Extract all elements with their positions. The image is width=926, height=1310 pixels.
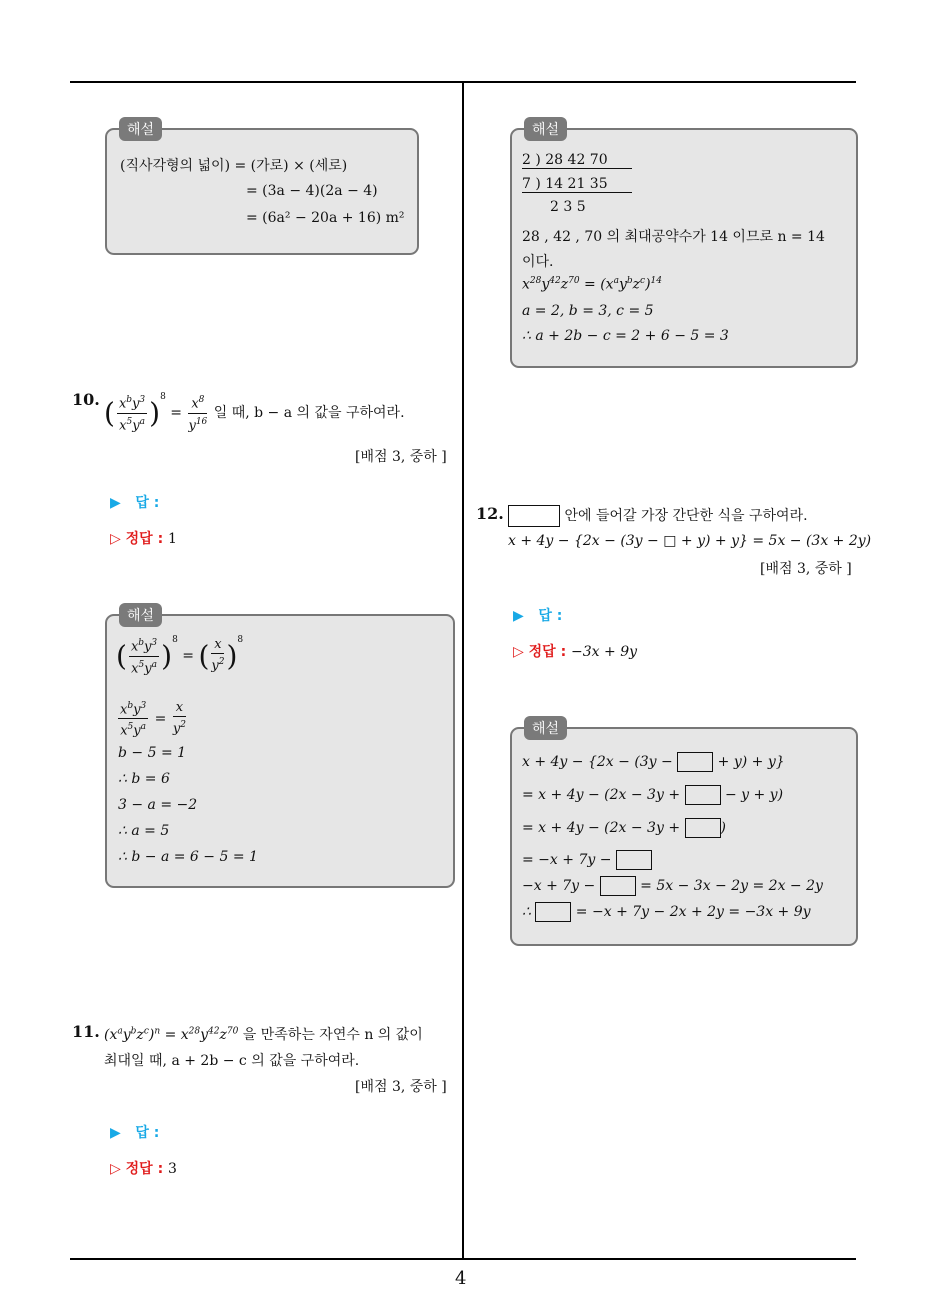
q12-sol-line-5: −x + 7y − = 5x − 3x − 2y = 2x − 2y xyxy=(522,878,823,894)
page-number: 4 xyxy=(455,1268,467,1289)
q12-meta: [배점 3, 중하 ] xyxy=(760,561,852,577)
solution-tag: 해설 xyxy=(119,117,162,141)
q11-sol-result: ∴ a + 2b − c = 2 + 6 − 5 = 3 xyxy=(522,328,729,344)
blank-box xyxy=(535,902,571,922)
q10-sol-line: 3 − a = −2 xyxy=(118,797,198,813)
q12-sol-line-4: = −x + 7y − xyxy=(522,850,652,870)
q11-meta: [배점 3, 중하 ] xyxy=(355,1079,447,1095)
q10-statement: ( $\frac{x^by^3}{x^5y^a}$ )$^8$ = $\frac{x^8}{y^{16}}$ 일 때, b − a 의 값을 구하여라. xyxy=(104,392,405,433)
solution-tag: 해설 xyxy=(119,603,162,627)
blank-box xyxy=(616,850,652,870)
q11-sol-div-row3: 2 3 5 xyxy=(550,199,586,215)
q12-number: 12. xyxy=(476,504,504,523)
blank-box xyxy=(685,818,721,838)
q12-sol-line-3: = x + 4y − (2x − 3y + ) xyxy=(522,820,726,836)
q11-line-1-tail: 을 만족하는 자연수 n 의 값이 xyxy=(242,1027,423,1043)
q10-sol-eq1: ( $\frac{x^by^3}{x^5y^a}$ )$^8$ = ( $\frac{x}{y^2}$ )$^8$ xyxy=(116,635,244,676)
q11-sol-text-1: 28 , 42 , 70 의 최대공약수가 14 이므로 n = 14 xyxy=(522,229,825,245)
q10-sol-eq2: $\frac{x^by^3}{x^5y^a}$ = $\frac{x}{y^2}$ xyxy=(116,698,188,740)
q12-sol-line-1: x + 4y − {2x − (3y − + y) + y} xyxy=(522,754,785,770)
blank-box xyxy=(677,752,713,772)
q11-sol-div-row2: 7 ) 14 21 35 xyxy=(522,176,632,193)
q12-answer[interactable]: ▶ 답 : xyxy=(513,608,563,624)
q10-sol-line: ∴ b − a = 6 − 5 = 1 xyxy=(118,849,258,865)
q10-answer[interactable]: ▶ 답 : xyxy=(110,495,160,511)
q12-correct-value: −3x + 9y xyxy=(571,644,638,660)
bottom-rule xyxy=(70,1258,856,1260)
q11-line-1: $(x^ay^bz^c)^n = x^{28}y^{42}z^{70}$ 을 만족하는 자연수 n 의 값이 xyxy=(104,1026,423,1043)
q12-sol-line-6: ∴ = −x + 7y − 2x + 2y = −3x + 9y xyxy=(522,904,811,920)
q11-correct-value: 3 xyxy=(168,1161,177,1177)
q10-sol-line: b − 5 = 1 xyxy=(118,745,187,761)
q12-line-1-text: 안에 들어갈 가장 간단한 식을 구하여라. xyxy=(564,508,808,524)
q11-answer[interactable]: ▶ 답 : xyxy=(110,1125,160,1141)
q12-sol-line-2: = x + 4y − (2x − 3y + − y + y) xyxy=(522,787,784,803)
blank-box xyxy=(600,876,636,896)
q12-line-2: x + 4y − {2x − (3y − □ + y) + y} = 5x − (3x + 2y) xyxy=(508,533,872,549)
q10-tail: 일 때, b − a 의 값을 구하여라. xyxy=(213,405,405,421)
q11-correct: ▷ 정답 : 3 xyxy=(110,1161,177,1177)
solution-tag: 해설 xyxy=(524,117,567,141)
q11-number: 11. xyxy=(72,1022,100,1041)
q10-meta: [배점 3, 중하 ] xyxy=(355,449,447,465)
q10-number: 10. xyxy=(72,390,100,409)
q11-sol-text-2: 이다. xyxy=(522,254,554,270)
q11-sol-values: a = 2, b = 3, c = 5 xyxy=(522,303,654,319)
q12-line-1 xyxy=(508,505,808,527)
area-line-1: (직사각형의 넓이) = (가로) × (세로) xyxy=(120,158,348,174)
q10-correct-value: 1 xyxy=(168,531,177,547)
solution-tag: 해설 xyxy=(524,716,567,740)
q12-blank-box xyxy=(508,505,560,527)
q10-correct: ▷ 정답 : 1 xyxy=(110,531,177,547)
q11-sol-eq: $x^{28}y^{42}z^{70} = (x^ay^bz^c)^{14}$ xyxy=(522,276,662,293)
q11-line-2: 최대일 때, a + 2b − c 의 값을 구하여라. xyxy=(104,1053,360,1069)
area-line-2: = (3a − 4)(2a − 4) xyxy=(246,183,378,199)
area-line-3: = (6a² − 20a + 16) m² xyxy=(246,210,405,226)
column-divider xyxy=(462,83,464,1259)
q10-sol-line: ∴ b = 6 xyxy=(118,771,170,787)
blank-box xyxy=(685,785,721,805)
q12-correct: ▷ 정답 : −3x + 9y xyxy=(513,644,638,660)
q10-sol-line: ∴ a = 5 xyxy=(118,823,170,839)
q11-sol-div-row1: 2 ) 28 42 70 xyxy=(522,152,632,169)
